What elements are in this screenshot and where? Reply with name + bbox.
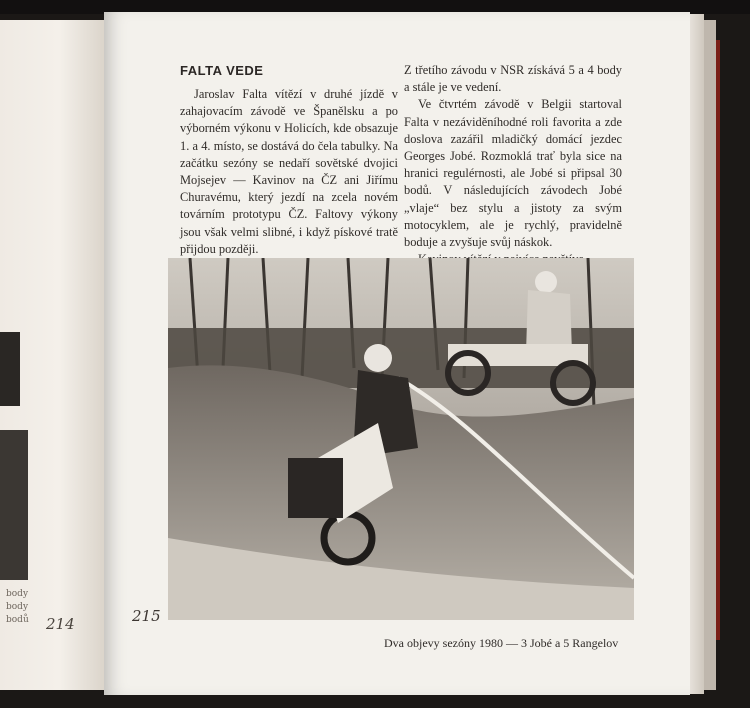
- left-page: [0, 20, 109, 690]
- motocross-photo: [168, 258, 634, 620]
- left-edge-line: body: [6, 589, 29, 599]
- paragraph: Z třetího závodu v NSR získává 5 a 4 body a stále je ve vedení.: [404, 63, 622, 95]
- page-number: 215: [132, 607, 161, 625]
- left-page-text-fragment: [6, 588, 46, 627]
- text-column-1: [180, 86, 398, 258]
- left-edge-line: body: [6, 602, 29, 612]
- cover-edge: [716, 40, 720, 640]
- left-edge-line: bodů: [6, 615, 29, 625]
- left-page-image-fragment-2: [0, 430, 28, 580]
- left-page-image-fragment: [0, 332, 20, 406]
- paragraph: Jaroslav Falta vítězí v druhé jízdě v zahajovacím závodě ve Španělsku a po výborném výkonu v Holicích, kde obsazuje 1. a 4. místo, se dostává do čela tabulky. Na začátku sezóny se nedaří sovětské dvojici Mojsejev — Kavinov na ČZ ani Jiřímu Churavému, který jezdí na zcela novém továrním prototypu ČZ. Faltovy výkony jsou však velmi slibné, i když pískové tratě přijdou později.: [180, 87, 398, 256]
- page-stack-edge: [690, 14, 704, 694]
- photo-illustration: [168, 258, 634, 620]
- page-stack-edge-2: [704, 20, 716, 690]
- left-page-number: 214: [46, 615, 75, 633]
- text-column-2: [404, 62, 622, 268]
- article-heading: FALTA VEDE: [180, 63, 264, 78]
- photo-caption: Dva objevy sezóny 1980 — 3 Jobé a 5 Rangelov: [384, 636, 619, 650]
- paragraph: Ve čtvrtém závodě v Belgii startoval Falta v nezáviděníhodné roli favorita a zde doslova zazářil mladičký domácí jezdec Georges Jobé. Rozmoklá trať byla sice na hranici regulérnosti, ale Jobé si připsal 30 bodů. V následujících závodech Jobé „vlaje“ bez stylu a jistoty za svým motocyklem, ale je rychlý, pravidelně boduje a zvyšuje svůj náskok.: [404, 97, 622, 250]
